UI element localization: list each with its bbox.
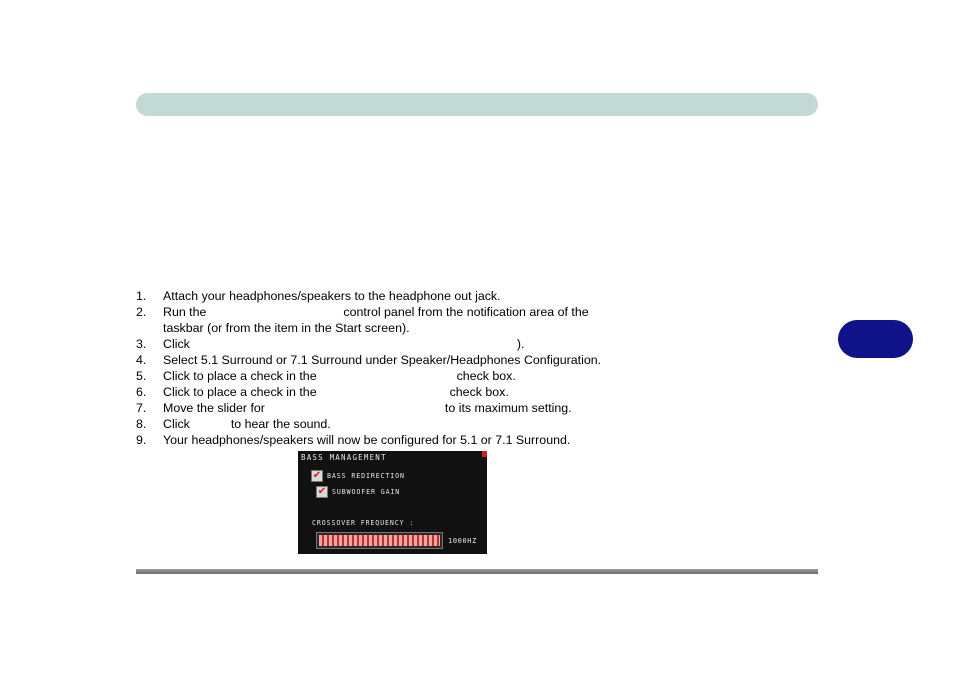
bass-redirection-checkbox[interactable]: [311, 470, 323, 482]
step-number: 2.: [136, 305, 147, 319]
step-number: 8.: [136, 417, 147, 431]
step-3: [136, 336, 656, 352]
step-text: Run the: [163, 305, 207, 319]
crossover-frequency-slider[interactable]: [316, 532, 443, 549]
footer-line: [136, 569, 818, 574]
chapter-tab: [838, 320, 913, 358]
step-text: Click to place a check in the: [163, 385, 317, 399]
step-text: Select 5.1 Surround or 7.1 Surround under Speaker/Headphones Configuration.: [163, 353, 602, 367]
subwoofer-gain-checkbox[interactable]: [316, 486, 328, 498]
step-number: 7.: [136, 401, 147, 415]
step-number: 3.: [136, 337, 147, 351]
header-bar: [136, 93, 818, 116]
step-7: [136, 400, 656, 416]
step-text: ).: [516, 337, 525, 351]
step-text: Your headphones/speakers will now be configured for 5.1 or 7.1 Surround.: [163, 433, 571, 447]
check-mark-icon: ✔: [317, 486, 327, 497]
step-number: 5.: [136, 369, 147, 383]
subwoofer-gain-row[interactable]: [316, 486, 400, 498]
step-text: Move the slider for: [163, 401, 265, 415]
step-1: [136, 288, 656, 304]
step-text: check box.: [456, 369, 516, 383]
check-mark-icon: ✔: [312, 470, 322, 481]
bass-management-panel: [298, 451, 487, 554]
step-text: Attach your headphones/speakers to the headphone out jack.: [163, 289, 501, 303]
step-text: Click: [163, 417, 190, 431]
step-text: to its maximum setting.: [444, 401, 572, 415]
step-number: 6.: [136, 385, 147, 399]
step-text: Click to place a check in the: [163, 369, 317, 383]
instruction-steps: [136, 288, 656, 448]
step-number: 4.: [136, 353, 147, 367]
step-text: control panel from the notification area of the: [343, 305, 589, 319]
step-text: taskbar (or from the item in the Start screen).: [163, 321, 410, 335]
step-2: [136, 304, 656, 320]
bass-redirection-row[interactable]: [311, 470, 405, 482]
panel-title: BASS MANAGEMENT: [301, 453, 387, 462]
step-4: [136, 352, 656, 368]
step-text: Click: [163, 337, 190, 351]
panel-corner-accent: [482, 451, 487, 457]
bass-redirection-label: BASS REDIRECTION: [327, 472, 405, 480]
step-6: [136, 384, 656, 400]
subwoofer-gain-label: SUBWOOFER GAIN: [332, 488, 401, 496]
step-5: [136, 368, 656, 384]
crossover-frequency-label: CROSSOVER FREQUENCY :: [312, 519, 415, 527]
step-number: 1.: [136, 289, 147, 303]
slider-fill: [319, 535, 440, 546]
step-8: [136, 416, 656, 432]
step-9: [136, 432, 656, 448]
step-2-continued: [136, 320, 656, 336]
step-text: to hear the sound.: [230, 417, 331, 431]
step-number: 9.: [136, 433, 147, 447]
step-text: check box.: [449, 385, 509, 399]
crossover-frequency-value: 1000HZ: [448, 537, 477, 545]
